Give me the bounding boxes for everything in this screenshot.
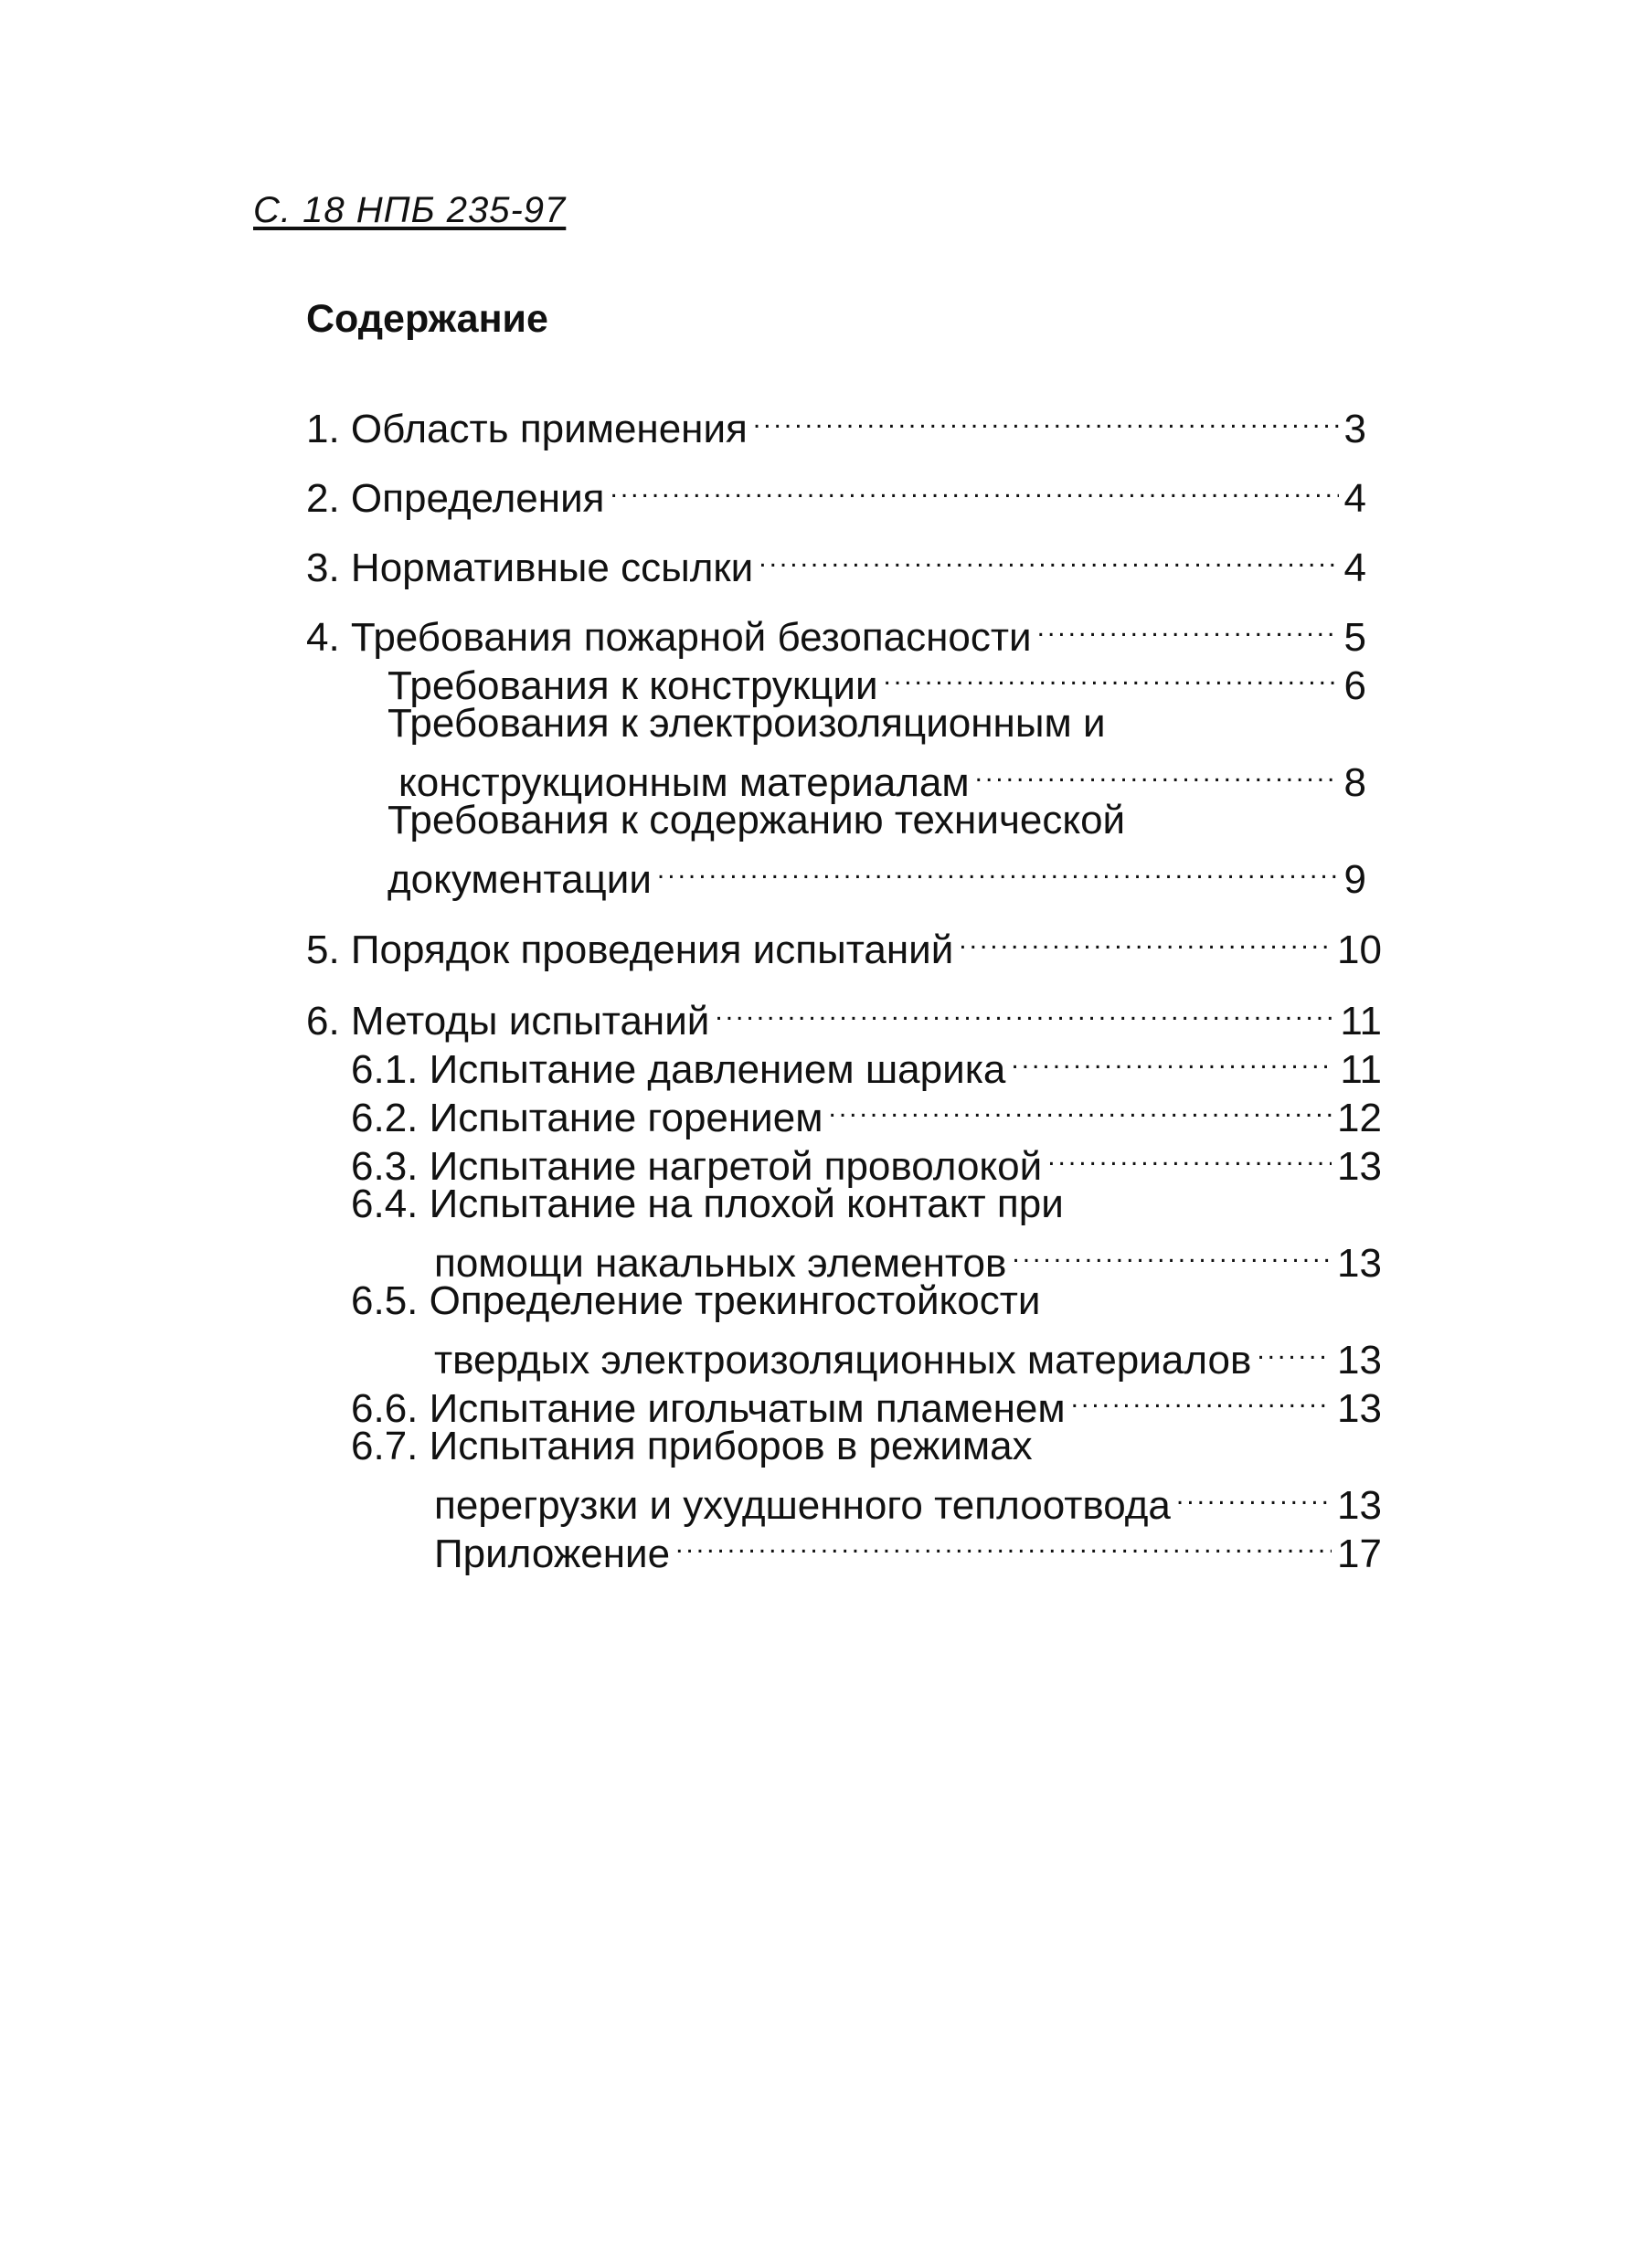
toc-entry-label: конструкционным материалам	[398, 760, 970, 805]
toc-entry-label: 3. Нормативные ссылки	[306, 546, 754, 590]
toc-page-number: 4	[1343, 546, 1366, 590]
toc-entry-documentation[interactable]	[388, 845, 1366, 904]
dot-leader	[675, 1520, 1332, 1567]
toc-page-number: 11	[1340, 999, 1382, 1044]
toc-entry-label: 6.2. Испытание горением	[351, 1096, 823, 1140]
dot-leader	[657, 845, 1339, 893]
toc-page-number: 5	[1343, 615, 1366, 660]
running-header: С. 18 НПБ 235-97	[253, 190, 567, 230]
dot-leader	[610, 464, 1338, 512]
dot-leader	[1257, 1326, 1332, 1373]
dot-leader	[759, 534, 1338, 581]
toc-entry-label: 1. Область применения	[306, 407, 748, 451]
dot-leader	[828, 1084, 1332, 1131]
toc-entry-label: документации	[388, 857, 652, 902]
toc-page-number: 12	[1337, 1096, 1382, 1140]
toc-entry-label: 6. Методы испытаний	[306, 999, 710, 1044]
toc-entry-label: твердых электроизоляционных материалов	[434, 1338, 1252, 1383]
toc-page-number: 3	[1343, 407, 1366, 451]
toc-entry-label: 6.6. Испытание игольчатым пламенем	[351, 1386, 1066, 1431]
toc-entry-label: 2. Определения	[306, 476, 605, 521]
toc-entry-1-scope[interactable]	[306, 395, 1366, 453]
toc-page-number: 4	[1343, 476, 1366, 521]
toc-page-number: 11	[1340, 1047, 1382, 1092]
toc-page-number: 13	[1337, 1338, 1382, 1383]
dot-leader	[1047, 1132, 1332, 1180]
toc-page-number: 13	[1337, 1483, 1382, 1528]
toc-entry-label: 5. Порядок проведения испытаний	[306, 927, 954, 972]
toc-entry-3-references[interactable]	[306, 534, 1366, 592]
dot-leader	[1176, 1471, 1332, 1519]
dot-leader	[715, 987, 1334, 1034]
dot-leader	[1012, 1229, 1332, 1277]
dot-leader	[1037, 603, 1339, 651]
toc-entry-label: 4. Требования пожарной безопасности	[306, 615, 1032, 660]
toc-page-number: 17	[1337, 1531, 1382, 1576]
toc-entry-label: 6.3. Испытание нагретой проволокой	[351, 1144, 1043, 1189]
toc-page-number: 13	[1337, 1386, 1382, 1431]
toc-entry-label: перегрузки и ухудшенного теплоотвода	[434, 1483, 1171, 1528]
toc-entry-label: Приложение	[434, 1531, 671, 1576]
toc-page-number: 13	[1337, 1241, 1382, 1286]
toc-page-number: 6	[1343, 663, 1366, 708]
toc-page-number: 10	[1337, 927, 1382, 972]
toc-entry-appendix[interactable]	[434, 1520, 1382, 1578]
toc-page-number: 13	[1337, 1144, 1382, 1189]
toc-page-number: 8	[1343, 760, 1366, 805]
dot-leader	[884, 652, 1339, 699]
toc-entry-6-7-line1: 6.7. Испытания приборов в режимах	[351, 1424, 1033, 1468]
toc-entry-documentation-line1: Требования к содержанию технической	[388, 798, 1126, 843]
toc-entry-label: 6.1. Испытание давлением шарика	[351, 1047, 1006, 1092]
toc-title: Содержание	[306, 297, 548, 341]
toc-entry-2-definitions[interactable]	[306, 464, 1366, 523]
toc-entry-label: Требования к конструкции	[388, 663, 878, 708]
toc-page-number: 9	[1343, 857, 1366, 902]
toc-entry-5-test-procedure[interactable]	[306, 916, 1382, 974]
dot-leader	[1011, 1035, 1334, 1083]
toc-entry-6-4-line1: 6.4. Испытание на плохой контакт при	[351, 1182, 1064, 1226]
dot-leader	[959, 916, 1332, 963]
dot-leader	[1071, 1374, 1332, 1422]
toc-entry-6-5-line1: 6.5. Определение трекингостойкости	[351, 1278, 1041, 1323]
toc-entry-label: помощи накальных элементов	[434, 1241, 1007, 1286]
dot-leader	[753, 395, 1339, 442]
toc-entry-materials-line1: Требования к электроизоляционным и	[388, 701, 1106, 746]
dot-leader	[975, 748, 1339, 796]
